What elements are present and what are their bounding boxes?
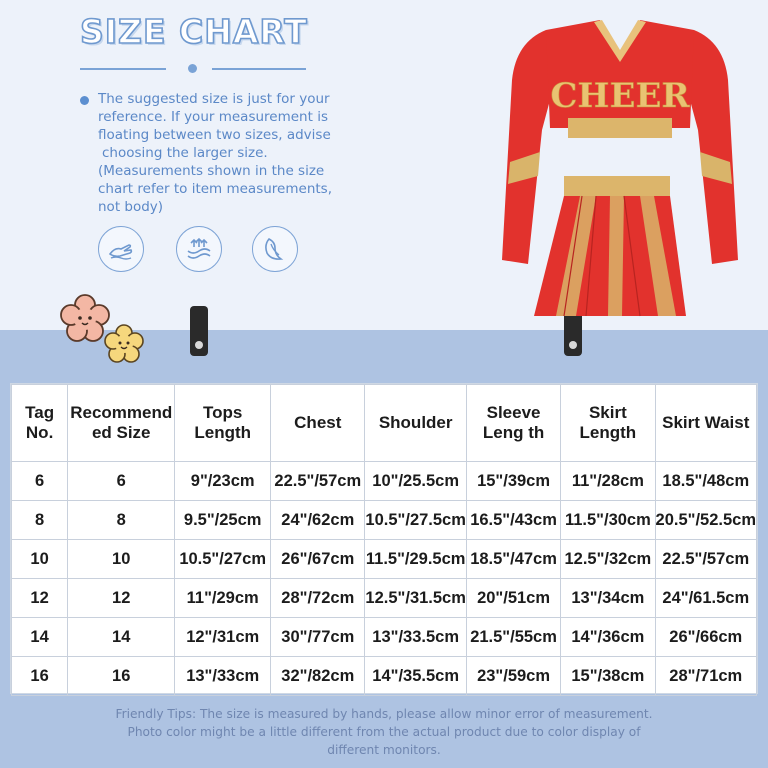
table-cell: 13"/34cm <box>561 579 655 618</box>
note-line: (Measurements shown in the size <box>98 163 325 179</box>
table-cell: 9.5"/25cm <box>175 501 271 540</box>
table-cell: 16.5"/43cm <box>466 501 560 540</box>
table-cell: 10 <box>12 540 68 579</box>
table-cell: 24"/61.5cm <box>655 579 756 618</box>
table-cell: 20"/51cm <box>466 579 560 618</box>
table-cell: 30"/77cm <box>271 618 365 657</box>
table-cell: 12 <box>68 579 175 618</box>
table-cell: 14 <box>68 618 175 657</box>
header-tops-length: Tops Length <box>175 385 271 462</box>
table-row <box>12 657 757 696</box>
pink-flower-decoration <box>60 294 110 344</box>
table-cell: 14 <box>12 618 68 657</box>
table-cell: 12 <box>12 579 68 618</box>
size-table <box>10 383 758 694</box>
table-cell: 10 <box>68 540 175 579</box>
table-cell: 32"/82cm <box>271 657 365 696</box>
table-row <box>12 540 757 579</box>
header-skirt-length: Skirt Length <box>561 385 655 462</box>
table-cell: 10.5"/27.5cm <box>365 501 466 540</box>
table-cell: 6 <box>12 462 68 501</box>
table-cell: 11.5"/30cm <box>561 501 655 540</box>
table-cell: 22.5"/57cm <box>271 462 365 501</box>
table-row <box>12 579 757 618</box>
table-cell: 23"/59cm <box>466 657 560 696</box>
table-cell: 9"/23cm <box>175 462 271 501</box>
header-tag-no: Tag No. <box>12 385 68 462</box>
table-row <box>12 462 757 501</box>
header-skirt-waist: Skirt Waist <box>655 385 756 462</box>
table-cell: 10"/25.5cm <box>365 462 466 501</box>
note-line: chart refer to item measurements, <box>98 181 332 197</box>
size-note <box>98 90 418 216</box>
table-cell: 24"/62cm <box>271 501 365 540</box>
low-temperature-wash-icon <box>176 226 222 272</box>
friendly-tips <box>60 705 708 759</box>
table-cell: 12"/31cm <box>175 618 271 657</box>
note-line: choosing the larger size. <box>102 145 268 161</box>
table-cell: 12.5"/32cm <box>561 540 655 579</box>
note-bullet <box>80 96 89 105</box>
table-cell: 18.5"/47cm <box>466 540 560 579</box>
table-cell: 16 <box>68 657 175 696</box>
title-underline-dot <box>188 64 197 73</box>
size-chart-title: SIZE CHART <box>80 12 308 51</box>
table-header-row <box>12 385 757 462</box>
table-cell: 13"/33.5cm <box>365 618 466 657</box>
cheer-outfit-image <box>498 10 742 330</box>
table-cell: 22.5"/57cm <box>655 540 756 579</box>
table-cell: 10.5"/27cm <box>175 540 271 579</box>
note-line: reference. If your measurement is <box>98 109 328 125</box>
tips-line: Friendly Tips: The size is measured by hands, please allow minor error of measurement. <box>115 707 653 721</box>
table-cell: 26"/67cm <box>271 540 365 579</box>
note-line: The suggested size is just for your <box>98 91 330 107</box>
header-recommended-size: Recommend ed Size <box>68 385 175 462</box>
clip-tag-decoration <box>190 306 208 356</box>
table-cell: 21.5"/55cm <box>466 618 560 657</box>
table-cell: 13"/33cm <box>175 657 271 696</box>
header-shoulder: Shoulder <box>365 385 466 462</box>
table-row <box>12 501 757 540</box>
table-cell: 11"/28cm <box>561 462 655 501</box>
note-line: floating between two sizes, advise <box>98 127 331 143</box>
header-sleeve-length: Sleeve Leng th <box>466 385 560 462</box>
yellow-flower-decoration <box>104 324 144 364</box>
tips-line: Photo color might be a little different from the actual product due to color display of <box>127 725 641 739</box>
table-cell: 11.5"/29.5cm <box>365 540 466 579</box>
table-cell: 11"/29cm <box>175 579 271 618</box>
table-cell: 12.5"/31.5cm <box>365 579 466 618</box>
note-line: not body) <box>98 199 164 215</box>
table-cell: 15"/39cm <box>466 462 560 501</box>
hand-wash-icon <box>98 226 144 272</box>
header-chest: Chest <box>271 385 365 462</box>
cheer-lettering: CHEER <box>550 76 690 116</box>
table-cell: 20.5"/52.5cm <box>655 501 756 540</box>
table-cell: 8 <box>12 501 68 540</box>
table-cell: 16 <box>12 657 68 696</box>
table-cell: 14"/35.5cm <box>365 657 466 696</box>
tips-line: different monitors. <box>327 743 441 757</box>
table-cell: 8 <box>68 501 175 540</box>
table-cell: 6 <box>68 462 175 501</box>
table-cell: 15"/38cm <box>561 657 655 696</box>
title-underline-left <box>80 68 166 70</box>
size-table-grid <box>11 384 757 696</box>
no-tumble-dry-icon <box>252 226 298 272</box>
table-cell: 14"/36cm <box>561 618 655 657</box>
table-row <box>12 618 757 657</box>
table-cell: 28"/72cm <box>271 579 365 618</box>
table-cell: 18.5"/48cm <box>655 462 756 501</box>
table-cell: 26"/66cm <box>655 618 756 657</box>
title-underline-right <box>212 68 306 70</box>
table-cell: 28"/71cm <box>655 657 756 696</box>
